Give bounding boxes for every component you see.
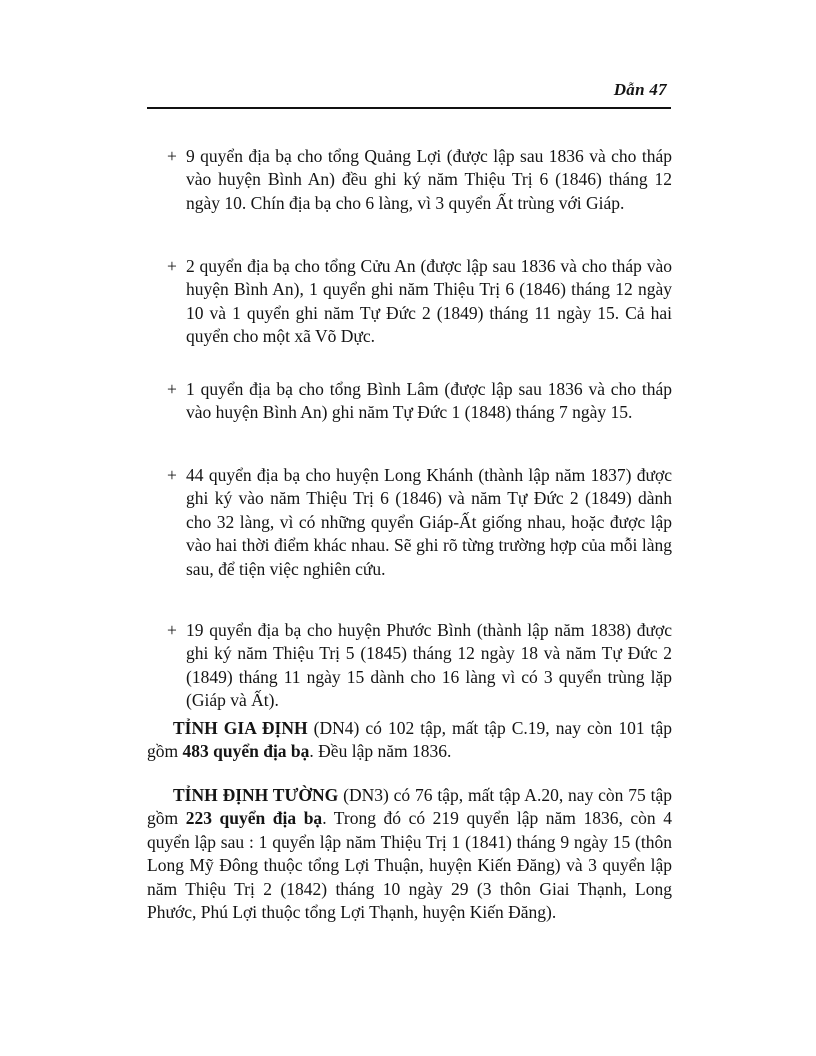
paragraph-text: . Trong đó có 219 quyển lập năm 1836, còn 4 quyển lập sau : 1 quyển lập năm Thiệu Trị 1 (1841) tháng 9 ngày 15 (thôn Long Mỹ Đông thuộc tổng Lợi Thuận, huyện Kiến Đăng) và 3 quyển lập năm Thiệu Trị 2 (1842) tháng 10 ngày 29 (3 thôn Giai Thạnh, Long Phước, Phú Lợi thuộc tổng Lợi Thạnh, huyện Kiến Đăng). (147, 808, 672, 923)
list-item (167, 255, 672, 349)
list-item-text: 2 quyển địa bạ cho tổng Cửu An (được lập sau 1836 và cho tháp vào huyện Bình An), 1 quyển ghi năm Thiệu Trị 6 (1846) tháng 12 ngày 10 và 1 quyển ghi năm Tự Đức 2 (1849) tháng 11 ngày 15. Cả hai quyển cho một xã Võ Dực. (186, 256, 672, 347)
register-count: 483 quyển địa bạ (182, 741, 310, 762)
paragraph-text: . Đều lập năm 1836. (309, 741, 452, 762)
list-item (167, 378, 672, 425)
register-count: 223 quyển địa bạ (185, 808, 323, 829)
province-paragraph (147, 784, 672, 924)
list-item-text: 1 quyển địa bạ cho tổng Bình Lâm (được lập sau 1836 và cho tháp vào huyện Bình An) ghi năm Tự Đức 1 (1848) tháng 7 ngày 15. (186, 379, 672, 423)
province-paragraph (147, 717, 672, 764)
list-marker: + (167, 465, 177, 485)
paragraph-body (147, 717, 672, 764)
list-marker: + (167, 146, 177, 166)
list-item (167, 145, 672, 215)
list-item (167, 619, 672, 713)
list-item-text: 9 quyển địa bạ cho tổng Quảng Lợi (được lập sau 1836 và cho tháp vào huyện Bình An) đều ghi ký năm Thiệu Trị 6 (1846) tháng 12 ngày 10. Chín địa bạ cho 6 làng, vì 3 quyển Ất trùng với Giáp. (186, 146, 672, 213)
list-item (167, 464, 672, 581)
list-marker: + (167, 379, 177, 399)
paragraph-text: (DN4) có 102 tập, mất tập C.19, nay còn 101 tập gồm (147, 718, 672, 762)
province-heading: TỈNH ĐỊNH TƯỜNG (173, 785, 339, 805)
page-number-header: Dẫn 47 (613, 80, 667, 99)
list-marker: + (167, 620, 177, 640)
header-rule (147, 107, 671, 109)
paragraph-text: (DN3) có 76 tập, mất tập A.20, nay còn 75 tập gồm (147, 785, 672, 829)
province-heading: TỈNH GIA ĐỊNH (173, 718, 308, 738)
list-marker: + (167, 256, 177, 276)
list-item-text: 19 quyển địa bạ cho huyện Phước Bình (thành lập năm 1838) được ghi ký năm Thiệu Trị 5 (1845) tháng 12 ngày 18 và năm Tự Đức 2 (1849) tháng 11 ngày 15 dành cho 16 làng vì có 3 quyển trùng lặp (Giáp và Ất). (186, 620, 672, 711)
running-header (147, 80, 669, 102)
list-item-text: 44 quyển địa bạ cho huyện Long Khánh (thành lập năm 1837) được ghi ký vào năm Thiệu Trị 6 (1846) và năm Tự Đức 2 (1849) dành cho 32 làng, vì có những quyển Giáp-Ất giống nhau, hoặc được lập vào hai thời điểm khác nhau. Sẽ ghi rõ từng trường hợp của mỗi làng sau, để tiện việc nghiên cứu. (186, 465, 672, 579)
paragraph-body (147, 784, 672, 924)
